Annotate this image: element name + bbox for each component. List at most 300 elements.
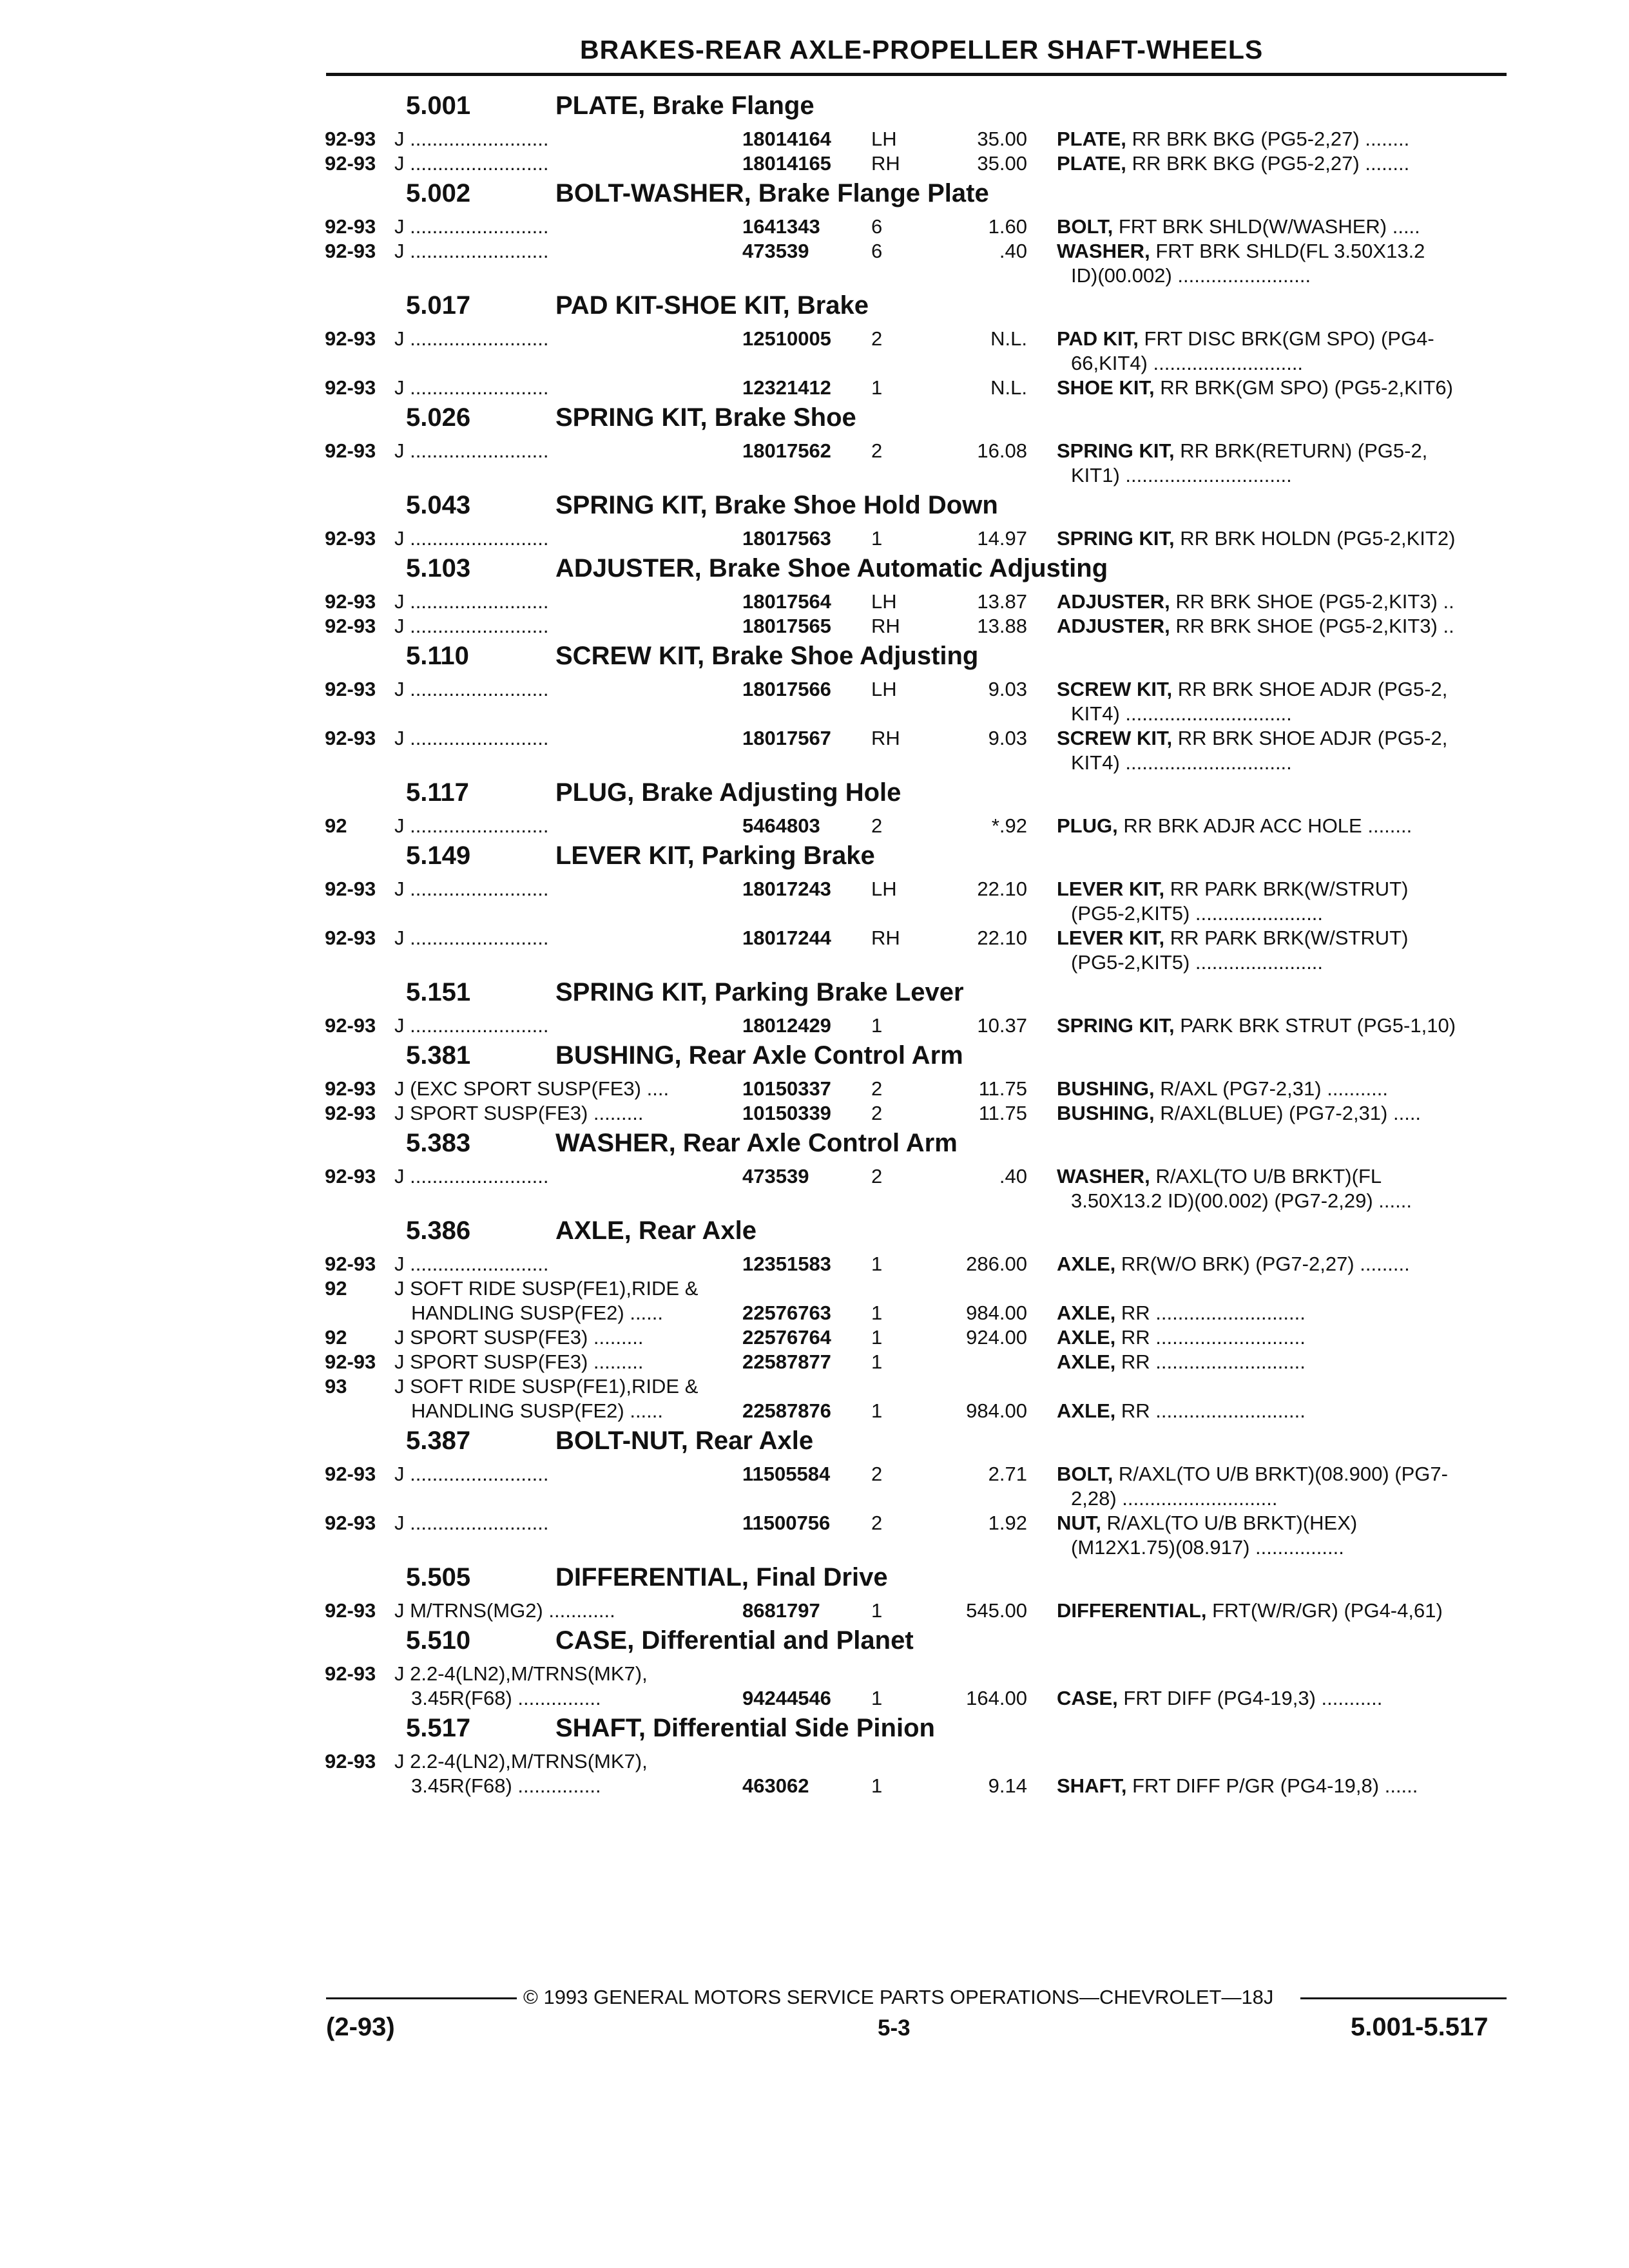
description-noun: CASE,: [1057, 1687, 1118, 1709]
application-notes: [394, 1326, 742, 1350]
list-price: 35.00: [977, 152, 1027, 175]
application-notes: [394, 527, 742, 552]
part-number: 22576764: [742, 1326, 831, 1349]
description-text: RR BRK ADJR ACC HOLE ........: [1123, 814, 1412, 837]
list-price: N.L.: [990, 376, 1027, 399]
part-number: 18017563: [742, 527, 831, 550]
application-line: J .........................: [394, 128, 549, 150]
part-description: [1057, 1165, 1508, 1214]
section-number: 5.517: [406, 1714, 471, 1742]
part-row: [0, 1461, 1629, 1510]
part-row: [0, 375, 1629, 399]
model-years: 92-93: [325, 1253, 376, 1275]
part-description: [1057, 128, 1508, 152]
application-line: J .........................: [394, 439, 549, 462]
quantity: 1: [871, 1253, 883, 1275]
quantity: 2: [871, 327, 883, 350]
model-years: 92-93: [325, 1750, 376, 1773]
model-years: 92-93: [325, 678, 376, 700]
model-years: 92-93: [325, 152, 376, 175]
section-title: CASE, Differential and Planet: [555, 1626, 914, 1655]
quantity: 1: [871, 1326, 883, 1349]
list-price: 924.00: [966, 1326, 1027, 1349]
part-row: [0, 876, 1629, 925]
description-text: PARK BRK STRUT (PG5-1,10): [1180, 1014, 1456, 1037]
description-noun: PLUG,: [1057, 814, 1118, 837]
application-line: 3.45R(F68) ...............: [411, 1774, 601, 1797]
part-row: [0, 151, 1629, 175]
section-heading: [0, 175, 1629, 214]
section-number: 5.386: [406, 1216, 471, 1245]
section-heading: [0, 399, 1629, 438]
part-row: [0, 1076, 1629, 1100]
application-line: J .........................: [394, 1463, 549, 1485]
description-line: [1057, 215, 1508, 240]
application-notes: [394, 814, 742, 839]
application-notes: [394, 1253, 742, 1277]
section-heading: [0, 774, 1629, 813]
part-number: 473539: [742, 240, 809, 262]
part-number: 22576763: [742, 1302, 831, 1324]
description-noun: PLATE,: [1057, 152, 1126, 175]
part-row: [0, 1251, 1629, 1276]
part-number: 18014165: [742, 152, 831, 175]
description-text: R/AXL(BLUE) (PG7-2,31) .....: [1160, 1102, 1422, 1124]
part-row: [0, 1325, 1629, 1349]
part-number: 18012429: [742, 1014, 831, 1037]
application-line: J .........................: [394, 152, 549, 175]
section-number: 5.002: [406, 179, 471, 207]
description-line: [1057, 1165, 1508, 1189]
description-text: RR BRK SHOE ADJR (PG5-2,: [1177, 678, 1448, 700]
part-number: 18017565: [742, 615, 831, 637]
part-number: 12351583: [742, 1253, 831, 1275]
application-notes: [394, 1512, 742, 1536]
description-text: RR ...........................: [1121, 1302, 1306, 1324]
list-price: 22.10: [977, 878, 1027, 900]
list-price: 1.60: [988, 215, 1027, 238]
quantity: 1: [871, 1014, 883, 1037]
model-years: 92: [325, 1277, 347, 1300]
section-heading: [0, 1710, 1629, 1749]
list-price: 10.37: [977, 1014, 1027, 1037]
part-description: [1057, 240, 1508, 289]
part-row: [0, 589, 1629, 613]
list-price: 11.75: [978, 1077, 1027, 1100]
section-title: SHAFT, Differential Side Pinion: [555, 1714, 935, 1742]
section-heading: [0, 1213, 1629, 1251]
model-years: 92-93: [325, 878, 376, 900]
description-text: FRT DISC BRK(GM SPO) (PG4-: [1144, 327, 1434, 350]
part-number: 22587876: [742, 1399, 831, 1422]
description-noun: SCREW KIT,: [1057, 678, 1173, 700]
application-notes: [394, 1375, 742, 1424]
part-description: [1057, 1302, 1508, 1326]
list-price: 984.00: [966, 1302, 1027, 1324]
section-heading: [0, 550, 1629, 589]
section-title: PAD KIT-SHOE KIT, Brake: [555, 291, 869, 320]
application-notes: [394, 1077, 742, 1102]
description-noun: ADJUSTER,: [1057, 590, 1170, 613]
part-number: 473539: [742, 1165, 809, 1187]
part-number: 5464803: [742, 814, 820, 837]
quantity: 2: [871, 1512, 883, 1534]
list-price: .40: [999, 240, 1027, 262]
description-noun: AXLE,: [1057, 1302, 1116, 1324]
section-number: 5.383: [406, 1129, 471, 1157]
application-line: J (EXC SPORT SUSP(FE3) ....: [394, 1077, 670, 1100]
description-text: RR BRK SHOE ADJR (PG5-2,: [1177, 727, 1448, 749]
description-noun: SPRING KIT,: [1057, 1014, 1175, 1037]
list-price: 9.03: [988, 727, 1027, 749]
part-description: [1057, 1774, 1508, 1799]
part-row: [0, 1598, 1629, 1622]
part-number: 463062: [742, 1774, 809, 1797]
list-price: 1.92: [988, 1512, 1027, 1534]
application-line: J .........................: [394, 590, 549, 613]
section-title: WASHER, Rear Axle Control Arm: [555, 1129, 958, 1157]
part-description: [1057, 1399, 1508, 1424]
part-row: [0, 1510, 1629, 1559]
description-noun: BOLT,: [1057, 1463, 1113, 1485]
application-notes: [394, 128, 742, 152]
description-line: [1057, 927, 1508, 951]
section-title: BOLT-NUT, Rear Axle: [555, 1427, 814, 1455]
part-row: [0, 126, 1629, 151]
part-row: [0, 813, 1629, 838]
model-years: 92-93: [325, 615, 376, 637]
part-description: [1057, 215, 1508, 240]
description-text: FRT BRK SHLD(FL 3.50X13.2: [1155, 240, 1425, 262]
application-line: J .........................: [394, 327, 549, 350]
part-description: [1057, 727, 1508, 776]
description-line: 66,KIT4) ...........................: [1071, 352, 1304, 374]
application-line: J .........................: [394, 527, 549, 550]
list-price: 545.00: [966, 1599, 1027, 1622]
application-line: J .........................: [394, 927, 549, 949]
part-description: [1057, 1014, 1508, 1039]
part-number: 22587877: [742, 1350, 831, 1373]
quantity: 1: [871, 1399, 883, 1422]
part-description: [1057, 1077, 1508, 1102]
footer-rule-right: [1300, 1997, 1507, 1999]
part-row: [0, 1349, 1629, 1374]
section-title: SPRING KIT, Brake Shoe: [555, 403, 856, 432]
description-line: [1057, 1077, 1508, 1102]
description-text: FRT(W/R/GR) (PG4-4,61): [1212, 1599, 1443, 1622]
part-row: [0, 1013, 1629, 1037]
section-number: 5.103: [406, 554, 471, 582]
section-number: 5.510: [406, 1626, 471, 1655]
section-title: SPRING KIT, Brake Shoe Hold Down: [555, 491, 998, 519]
section-heading: [0, 974, 1629, 1013]
part-number: 10150339: [742, 1102, 831, 1124]
description-text: R/AXL(TO U/B BRKT)(HEX): [1106, 1512, 1358, 1534]
part-description: [1057, 590, 1508, 615]
model-years: 92-93: [325, 327, 376, 350]
footer-range: 5.001-5.517: [1351, 2013, 1489, 2041]
description-text: RR BRK SHOE (PG5-2,KIT3) ..: [1175, 615, 1454, 637]
description-line: 3.50X13.2 ID)(00.002) (PG7-2,29) ......: [1071, 1189, 1412, 1212]
description-noun: AXLE,: [1057, 1350, 1116, 1373]
part-row: [0, 238, 1629, 287]
description-line: [1057, 240, 1508, 264]
description-noun: SPRING KIT,: [1057, 527, 1175, 550]
description-noun: BOLT,: [1057, 215, 1113, 238]
application-notes: [394, 590, 742, 615]
section-title: SCREW KIT, Brake Shoe Adjusting: [555, 642, 979, 670]
part-description: [1057, 376, 1508, 401]
part-description: [1057, 1253, 1508, 1277]
quantity: 1: [871, 376, 883, 399]
application-notes: [394, 727, 742, 751]
model-years: 92-93: [325, 1599, 376, 1622]
application-line: J 2.2-4(LN2),M/TRNS(MK7),: [394, 1662, 648, 1685]
application-notes: [394, 1599, 742, 1624]
description-noun: WASHER,: [1057, 240, 1150, 262]
application-line: J M/TRNS(MG2) ............: [394, 1599, 615, 1622]
part-number: 11500756: [742, 1512, 831, 1534]
description-text: RR BRK BKG (PG5-2,27) ........: [1132, 152, 1410, 175]
part-row: [0, 1661, 1629, 1710]
application-line: J SOFT RIDE SUSP(FE1),RIDE &: [394, 1375, 699, 1398]
footer-rule-left: [326, 1997, 517, 1999]
part-number: 18017562: [742, 439, 831, 462]
list-price: 9.14: [988, 1774, 1027, 1797]
list-price: 164.00: [966, 1687, 1027, 1709]
section-title: LEVER KIT, Parking Brake: [555, 841, 875, 870]
application-notes: [394, 439, 742, 464]
section-number: 5.026: [406, 403, 471, 432]
model-years: 92-93: [325, 1102, 376, 1124]
model-years: 92-93: [325, 376, 376, 399]
application-notes: [394, 1463, 742, 1487]
description-line: [1057, 615, 1508, 639]
section-title: SPRING KIT, Parking Brake Lever: [555, 978, 964, 1006]
description-noun: PAD KIT,: [1057, 327, 1139, 350]
description-text: RR BRK SHOE (PG5-2,KIT3) ..: [1175, 590, 1454, 613]
application-line: J .........................: [394, 1253, 549, 1275]
description-text: RR ...........................: [1121, 1326, 1306, 1349]
description-line: [1057, 814, 1508, 839]
description-line: [1057, 1512, 1508, 1536]
quantity: 2: [871, 439, 883, 462]
model-years: 92-93: [325, 1014, 376, 1037]
description-text: FRT DIFF (PG4-19,3) ...........: [1123, 1687, 1383, 1709]
application-line: J SPORT SUSP(FE3) .........: [394, 1350, 644, 1373]
application-line: J .........................: [394, 1014, 549, 1037]
quantity: LH: [871, 590, 897, 613]
section-title: PLUG, Brake Adjusting Hole: [555, 778, 901, 807]
section-number: 5.151: [406, 978, 471, 1006]
application-notes: [394, 152, 742, 177]
list-price: 11.75: [978, 1102, 1027, 1124]
part-row: [0, 1749, 1629, 1798]
footer-date-code: (2-93): [326, 2013, 395, 2041]
section-heading: [0, 838, 1629, 876]
description-text: FRT BRK SHLD(W/WASHER) .....: [1118, 215, 1420, 238]
model-years: 92-93: [325, 590, 376, 613]
section-number: 5.387: [406, 1427, 471, 1455]
quantity: 2: [871, 1102, 883, 1124]
model-years: 92: [325, 814, 347, 837]
page-header-title: BRAKES-REAR AXLE-PROPELLER SHAFT-WHEELS: [580, 35, 1264, 64]
description-noun: SHOE KIT,: [1057, 376, 1155, 399]
application-line: J .........................: [394, 1165, 549, 1187]
application-line: J .........................: [394, 814, 549, 837]
quantity: RH: [871, 152, 900, 175]
description-line: [1057, 1102, 1508, 1126]
application-line: HANDLING SUSP(FE2) ......: [411, 1302, 664, 1324]
application-notes: [394, 1102, 742, 1126]
description-line: [1057, 1399, 1508, 1424]
section-number: 5.001: [406, 91, 471, 120]
description-text: RR PARK BRK(W/STRUT): [1170, 927, 1409, 949]
model-years: 92-93: [325, 439, 376, 462]
application-line: J .........................: [394, 1512, 549, 1534]
description-noun: ADJUSTER,: [1057, 615, 1170, 637]
section-title: ADJUSTER, Brake Shoe Automatic Adjusting: [555, 554, 1108, 582]
application-line: J SOFT RIDE SUSP(FE1),RIDE &: [394, 1277, 699, 1300]
part-number: 12510005: [742, 327, 831, 350]
section-heading: [0, 1037, 1629, 1076]
part-description: [1057, 439, 1508, 488]
description-text: R/AXL(TO U/B BRKT)(08.900) (PG7-: [1118, 1463, 1448, 1485]
part-row: [0, 526, 1629, 550]
header-rule: [326, 73, 1507, 76]
application-notes: [394, 1350, 742, 1375]
part-row: [0, 214, 1629, 238]
quantity: 2: [871, 1165, 883, 1187]
description-noun: SHAFT,: [1057, 1774, 1127, 1797]
application-line: J .........................: [394, 376, 549, 399]
part-row: [0, 1374, 1629, 1423]
application-notes: [394, 1165, 742, 1189]
part-description: [1057, 878, 1508, 927]
footer-copyright: © 1993 GENERAL MOTORS SERVICE PARTS OPERATIONS—CHEVROLET—18J: [523, 1986, 1274, 2008]
description-line: [1057, 878, 1508, 902]
list-price: 13.88: [977, 615, 1027, 637]
part-number: 18017567: [742, 727, 831, 749]
model-years: 92-93: [325, 1165, 376, 1187]
application-notes: [394, 615, 742, 639]
part-description: [1057, 1350, 1508, 1375]
section-title: AXLE, Rear Axle: [555, 1216, 757, 1245]
description-line: [1057, 327, 1508, 352]
quantity: LH: [871, 678, 897, 700]
description-line: (PG5-2,KIT5) .......................: [1071, 951, 1324, 974]
quantity: 6: [871, 240, 883, 262]
application-line: J .........................: [394, 215, 549, 238]
model-years: 92-93: [325, 215, 376, 238]
application-line: J SPORT SUSP(FE3) .........: [394, 1326, 644, 1349]
application-line: J .........................: [394, 240, 549, 262]
model-years: 92-93: [325, 240, 376, 262]
model-years: 92-93: [325, 1463, 376, 1485]
description-line: [1057, 1463, 1508, 1487]
section-heading: [0, 88, 1629, 126]
quantity: LH: [871, 128, 897, 150]
application-line: J SPORT SUSP(FE3) .........: [394, 1102, 644, 1124]
part-description: [1057, 678, 1508, 727]
application-notes: [394, 878, 742, 902]
description-line: (M12X1.75)(08.917) ................: [1071, 1536, 1344, 1559]
quantity: 1: [871, 1599, 883, 1622]
part-number: 10150337: [742, 1077, 831, 1100]
parts-listing: [0, 88, 1629, 1798]
application-notes: [394, 376, 742, 401]
description-text: RR ...........................: [1121, 1350, 1306, 1373]
description-line: [1057, 1253, 1508, 1277]
description-line: KIT4) ..............................: [1071, 751, 1292, 774]
model-years: 92-93: [325, 927, 376, 949]
model-years: 92-93: [325, 727, 376, 749]
part-description: [1057, 615, 1508, 639]
description-noun: WASHER,: [1057, 1165, 1150, 1187]
model-years: 92-93: [325, 527, 376, 550]
description-line: (PG5-2,KIT5) .......................: [1071, 902, 1324, 925]
part-description: [1057, 1687, 1508, 1711]
description-noun: SPRING KIT,: [1057, 439, 1175, 462]
list-price: .40: [999, 1165, 1027, 1187]
part-description: [1057, 1102, 1508, 1126]
part-row: [0, 726, 1629, 774]
part-description: [1057, 1599, 1508, 1624]
description-noun: LEVER KIT,: [1057, 927, 1165, 949]
description-text: RR BRK BKG (PG5-2,27) ........: [1132, 128, 1410, 150]
description-text: RR ...........................: [1121, 1399, 1306, 1422]
section-title: BUSHING, Rear Axle Control Arm: [555, 1041, 963, 1070]
description-line: 2,28) ............................: [1071, 1487, 1278, 1510]
application-line: J .........................: [394, 727, 549, 749]
part-description: [1057, 927, 1508, 975]
part-row: [0, 677, 1629, 726]
application-line: HANDLING SUSP(FE2) ......: [411, 1399, 664, 1422]
part-description: [1057, 152, 1508, 177]
list-price: 286.00: [966, 1253, 1027, 1275]
quantity: 1: [871, 1774, 883, 1797]
list-price: 35.00: [977, 128, 1027, 150]
description-line: [1057, 128, 1508, 152]
description-line: [1057, 1687, 1508, 1711]
part-row: [0, 438, 1629, 487]
description-noun: AXLE,: [1057, 1253, 1116, 1275]
quantity: 1: [871, 1302, 883, 1324]
description-text: RR BRK(RETURN) (PG5-2,: [1180, 439, 1428, 462]
part-description: [1057, 1326, 1508, 1350]
section-heading: [0, 1622, 1629, 1661]
section-title: DIFFERENTIAL, Final Drive: [555, 1563, 888, 1591]
quantity: 1: [871, 1350, 883, 1373]
part-description: [1057, 327, 1508, 376]
part-number: 18017566: [742, 678, 831, 700]
list-price: *.92: [991, 814, 1027, 837]
list-price: 13.87: [977, 590, 1027, 613]
description-text: RR BRK HOLDN (PG5-2,KIT2): [1180, 527, 1456, 550]
part-description: [1057, 527, 1508, 552]
section-title: PLATE, Brake Flange: [555, 91, 815, 120]
description-line: [1057, 1326, 1508, 1350]
description-text: RR PARK BRK(W/STRUT): [1170, 878, 1409, 900]
application-notes: [394, 1014, 742, 1039]
part-number: 12321412: [742, 376, 831, 399]
description-text: FRT DIFF P/GR (PG4-19,8) ......: [1132, 1774, 1418, 1797]
description-noun: AXLE,: [1057, 1399, 1116, 1422]
description-line: [1057, 727, 1508, 751]
part-description: [1057, 1463, 1508, 1512]
quantity: 6: [871, 215, 883, 238]
description-line: [1057, 1599, 1508, 1624]
